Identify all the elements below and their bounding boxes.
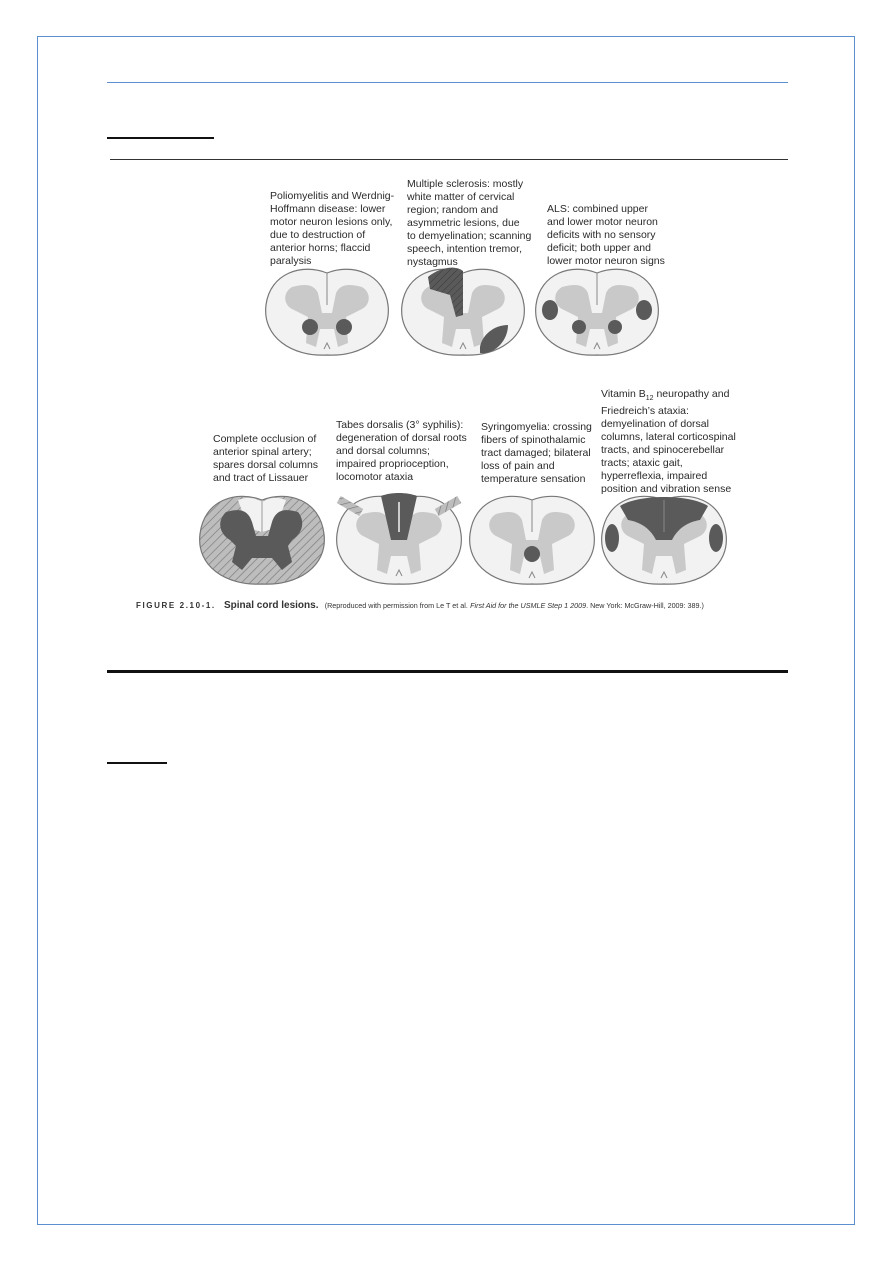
header-rule [107, 82, 788, 83]
spinal-cord-diagram-anterior-spinal-artery [196, 492, 328, 588]
caption-b12-line1 [601, 388, 736, 405]
figure-label: FIGURE 2.10-1. [136, 601, 216, 610]
spinal-cord-diagram-syringomyelia [466, 492, 598, 588]
spinal-cord-diagram-polio [262, 265, 392, 360]
section-heading-underline-2 [107, 762, 167, 764]
spinal-cord-diagram-als [532, 265, 662, 360]
caption-b12-block [601, 388, 736, 496]
figure-credit-a: (Reproduced with permission from Le T et al. [324, 601, 468, 610]
figure-top-rule [110, 159, 788, 160]
spinal-cord-diagram-b12-friedreich [598, 492, 730, 588]
caption-als: ALS: combined upper and lower motor neuron deficits with no sensory deficit; both upper and lower motor neuron signs [547, 203, 665, 267]
figure-caption [136, 600, 776, 611]
caption-syringomyelia: Syringomyelia: crossing fibers of spinothalamic tract damaged; bilateral loss of pain and temperature sensation [481, 421, 592, 485]
caption-b12-subscript: 12 [645, 395, 654, 403]
caption-b12-vitamin: Vitamin B [601, 388, 646, 400]
spinal-cord-diagram-tabes-dorsalis [333, 492, 465, 588]
section-heading-underline-1 [107, 137, 214, 139]
caption-b12-rest: neuropathy and [653, 388, 730, 400]
figure-credit-book: First Aid for the USMLE Step 1 2009 [470, 601, 587, 610]
caption-b12-friedreich: Friedreich’s ataxia: demyelination of dorsal columns, lateral corticospinal tracts, and spinocerebellar tracts; ataxic gait, hyperreflexia, impaired position and vibration sense [601, 405, 736, 496]
spinal-cord-diagram-multiple-sclerosis [398, 265, 528, 360]
caption-polio: Poliomyelitis and Werdnig- Hoffmann disease: lower motor neuron lesions only, due to destruction of anterior horns; flaccid paralysis [270, 190, 395, 267]
caption-tabes-dorsalis: Tabes dorsalis (3° syphilis): degeneration of dorsal roots and dorsal columns; impaired proprioception, locomotor ataxia [336, 419, 467, 483]
caption-anterior-spinal-artery: Complete occlusion of anterior spinal artery; spares dorsal columns and tract of Lissauer [213, 433, 319, 484]
figure-credit-b: . New York: McGraw-Hill, 2009: 389.) [586, 601, 704, 610]
figure-title: Spinal cord lesions. [224, 600, 319, 611]
caption-multiple-sclerosis: Multiple sclerosis: mostly white matter of cervical region; random and asymmetric lesions, due to demyelination; scanning speech, intention tremor, nystagmus [407, 178, 532, 268]
figure-bottom-rule [107, 670, 788, 673]
